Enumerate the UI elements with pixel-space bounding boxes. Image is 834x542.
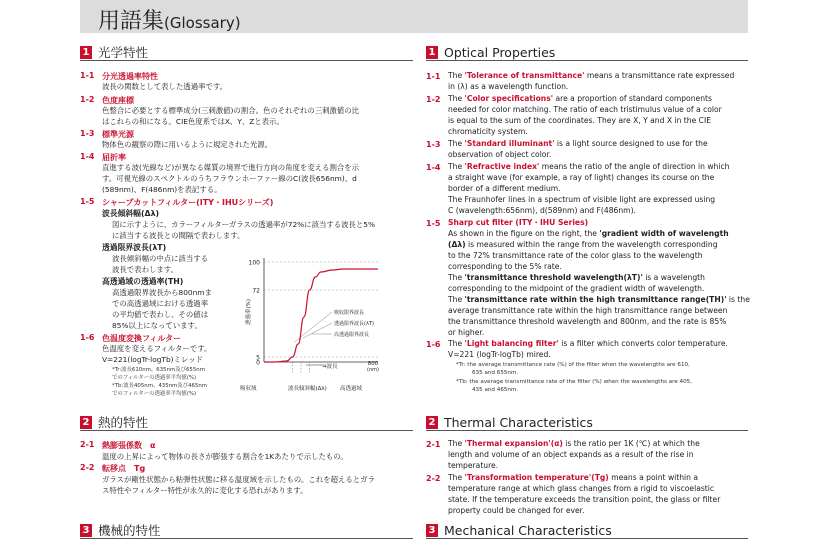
term-description: 図に示すように、カラーフィルターガラスの透過率が72%に該当する波長と5% [112, 220, 376, 229]
term-description: V=221(logTr-logTb)ミレッド [102, 355, 204, 364]
term-description: の平均値で表わし、その値は [112, 310, 209, 319]
subterm-heading: 波長傾斜幅(Δλ) [102, 209, 160, 218]
x-end-label: 800 [367, 361, 379, 367]
term-description: The 'Light balancing filter' is a filter which converts color temperature. [448, 339, 728, 348]
item-number: 2-2 [426, 474, 441, 483]
item-number: 1-1 [80, 71, 95, 80]
legend-leader [295, 312, 333, 342]
term-description: ガラスが剛性状態から粘弾性状態に移る温度域を示したもの。これを超えるとガラ [102, 475, 375, 484]
section-header-thermal-jp: 2 熱的特性 [80, 414, 413, 431]
term-description: temperature range at which glass changes from a rigid to viscoelastic [448, 484, 715, 493]
item-number: 1-3 [80, 129, 95, 138]
page-title: 用語集(Glossary) [98, 9, 241, 34]
term-description: needed for color matching. The ratio of each tristimulus value of a color [448, 105, 722, 114]
term-description: The 'transmittance threshold wavelength(λT)' is a wavelength [448, 273, 705, 282]
footnote: *Tr:波長610nm、635nm及び655nm [112, 367, 205, 373]
footnote: でのフィルターの透過率平均値(%) [112, 375, 197, 381]
term-heading: 標準光源 [102, 130, 134, 139]
term-description: V=221 (logTr-logTb) mired. [448, 350, 551, 359]
term-description: in (λ) as a wavelength function. [448, 82, 569, 91]
subterm-heading: 透過限界波長(λT) [102, 243, 167, 252]
item-number: 1-4 [80, 152, 95, 161]
term-description: temperature. [448, 461, 499, 470]
term-heading: シャープカットフィルター(ITY・IHUシリーズ) [102, 198, 274, 207]
y-tick-label: 100 [248, 259, 260, 267]
term-description: The 'Transformation temperature'(Tg) means a point within a [448, 473, 699, 482]
term-description: The 'Tolerance of transmittance' means a transmittance rate expressed [448, 71, 735, 80]
item-number: 1-6 [426, 340, 441, 349]
term-description: average transmittance rate within the high transmittance range between [448, 306, 728, 315]
item-number: 1-5 [80, 197, 95, 206]
footnote: 435 and 465nm. [472, 387, 519, 393]
term-description: state. If the temperature exceeds the transition point, the glass or filter [448, 495, 721, 504]
region-label: 波長傾斜幅(Δλ) [288, 386, 327, 392]
term-description: to the 72% transmittance rate of the color glass to the wavelength [448, 251, 703, 260]
term-description: The 'Thermal expansion'(α) is the ratio per 1K (℃) at which the [448, 439, 700, 448]
transmittance-chart [230, 252, 385, 397]
term-description: 温度の上昇によって物体の長さが膨張する割合を1Kあたりで示したもの。 [102, 452, 348, 461]
item-number: 2-1 [426, 440, 441, 449]
region-label: 吸収域 [240, 386, 257, 392]
term-description: length and volume of an object expands as a result of the rise in [448, 450, 694, 459]
y-tick-label: 5 [256, 354, 260, 362]
term-heading: 分光透過率特性 [102, 72, 158, 81]
item-number: 2-1 [80, 440, 95, 449]
item-number: 1-1 [426, 72, 441, 81]
term-description: での高透過域における透過率 [112, 299, 209, 308]
region-label: 高透過域 [340, 386, 363, 392]
term-description: is equal to the sum of the coordinates. They are X, Y and X in the CIE [448, 116, 712, 125]
legend-leader [303, 323, 332, 338]
term-description: 高透過限界波長から800nmま [112, 288, 212, 297]
term-description: The 'Refractive index' means the ratio of the angle of direction in which [448, 162, 730, 171]
term-description: a straight wave (for example, a ray of light) changes its course on the [448, 173, 715, 182]
subterm-heading: 高透過域の透過率(TH) [102, 277, 184, 286]
legend-label: 透過限界波長(λT) [334, 321, 374, 327]
item-number: 2-2 [80, 463, 95, 472]
footnote: 635 and 655nm. [472, 370, 519, 376]
footnote: *Tr: the average transmittance rate (%) of the filter when the wavelengths are 610, [456, 362, 690, 368]
term-heading: Sharp cut filter (ITY・IHU Series) [448, 218, 589, 227]
item-number: 1-3 [426, 140, 441, 149]
item-number: 1-2 [80, 95, 95, 104]
term-heading: 転移点 Tg [102, 464, 146, 473]
term-description: す。可視光線のスペクトルのうちフラウンホーファー線のC(波長656nm)、d [102, 174, 357, 183]
footnote: *Tb:波長405nm、435nm及び465nm [112, 383, 208, 389]
footnote: *Tb: the average transmittance rate of the filter (%) when the wavelengths are 405, [456, 379, 693, 385]
item-number: 1-4 [426, 163, 441, 172]
section-header-mechanical-jp: 3 機械的特性 [80, 522, 413, 539]
term-description: or higher. [448, 328, 485, 337]
section-header-optical-jp: 1 光学特性 [80, 44, 413, 61]
y-axis-label: 透過率(%) [246, 298, 252, 326]
item-number: 1-2 [426, 95, 441, 104]
term-heading: 熱膨張係数 α [102, 441, 156, 450]
term-description: 色整合に必要とする標準成分(三刺激値)の割合。色のそれぞれの三刺激値の比 [102, 106, 360, 115]
term-heading: 色温度変換フィルター [102, 334, 182, 343]
y-tick-label: 0 [256, 359, 260, 367]
section-header-mechanical-en: 3 Mechanical Characteristics [426, 522, 748, 539]
term-description: The Fraunhofer lines in a spectrum of visible light are expressed using [448, 195, 716, 204]
footnote: でのフィルターの透過率平均値(%) [112, 391, 197, 397]
item-number: 1-5 [426, 219, 441, 228]
term-description: (589nm)、F(486nm)を表記する。 [102, 185, 222, 194]
term-description: 色温度を変えるフィルターです。 [102, 344, 212, 353]
y-tick-label: 72 [252, 287, 260, 295]
term-description: はこれらの和になる。CIE色度系ではX、Y、Zと表示。 [102, 117, 284, 126]
term-description: The 'transmittance rate within the high transmittance range(TH)' is the [448, 295, 750, 304]
term-description: corresponding to the midpoint of the gradient width of wavelength. [448, 284, 705, 293]
term-description: corresponding to the 5% rate. [448, 262, 562, 271]
x-axis-label: →波長 [322, 364, 338, 370]
legend-label: 吸収限界波長 [334, 310, 365, 316]
term-description: The 'Standard illuminant' is a light source designed to use for the [448, 139, 708, 148]
term-description: ス特性やフィルター特性が永久的に変化する恐れがあります。 [102, 486, 308, 495]
term-description: property could be changed for ever. [448, 506, 585, 515]
term-description: 波長で表わします。 [112, 265, 178, 274]
term-description: に該当する波長との間隔で表わします。 [112, 231, 245, 240]
term-description: As shown in the figure on the right, the 'gradient width of wavelength [448, 229, 729, 238]
term-description: chromaticity system. [448, 127, 528, 136]
x-end-unit: (nm) [367, 367, 379, 373]
legend-label: 高透過限界波長 [334, 332, 370, 338]
term-description: the transmittance threshold wavelength and 800nm, and the rate is 85% [448, 317, 727, 326]
term-heading: 色度座標 [102, 96, 134, 105]
term-description: 直進する波(光線など)が異なる媒質の境界で進行方向の角度を変える割合を示 [102, 163, 360, 172]
item-number: 1-6 [80, 333, 95, 342]
term-description: 85%以上になっています。 [112, 321, 202, 330]
section-header-thermal-en: 2 Thermal Characteristics [426, 414, 748, 431]
term-description: 波長傾斜幅の中点に該当する [112, 254, 209, 263]
term-description: border of a different medium. [448, 184, 561, 193]
term-heading: 屈折率 [102, 153, 126, 162]
term-description: 物体色の観察の際に用いるように規定された光源。 [102, 140, 272, 149]
term-description: The 'Color specifications' are a proportion of standard components [448, 94, 712, 103]
term-description: (Δλ) is measured within the range from the wavelength corresponding [448, 240, 718, 249]
section-header-optical-en: 1 Optical Properties [426, 44, 748, 61]
term-description: 波長の関数として表した透過率です。 [102, 82, 228, 91]
term-description: observation of object color. [448, 150, 552, 159]
term-description: C (wavelength:656nm), d(589nm) and F(486nm). [448, 206, 636, 215]
